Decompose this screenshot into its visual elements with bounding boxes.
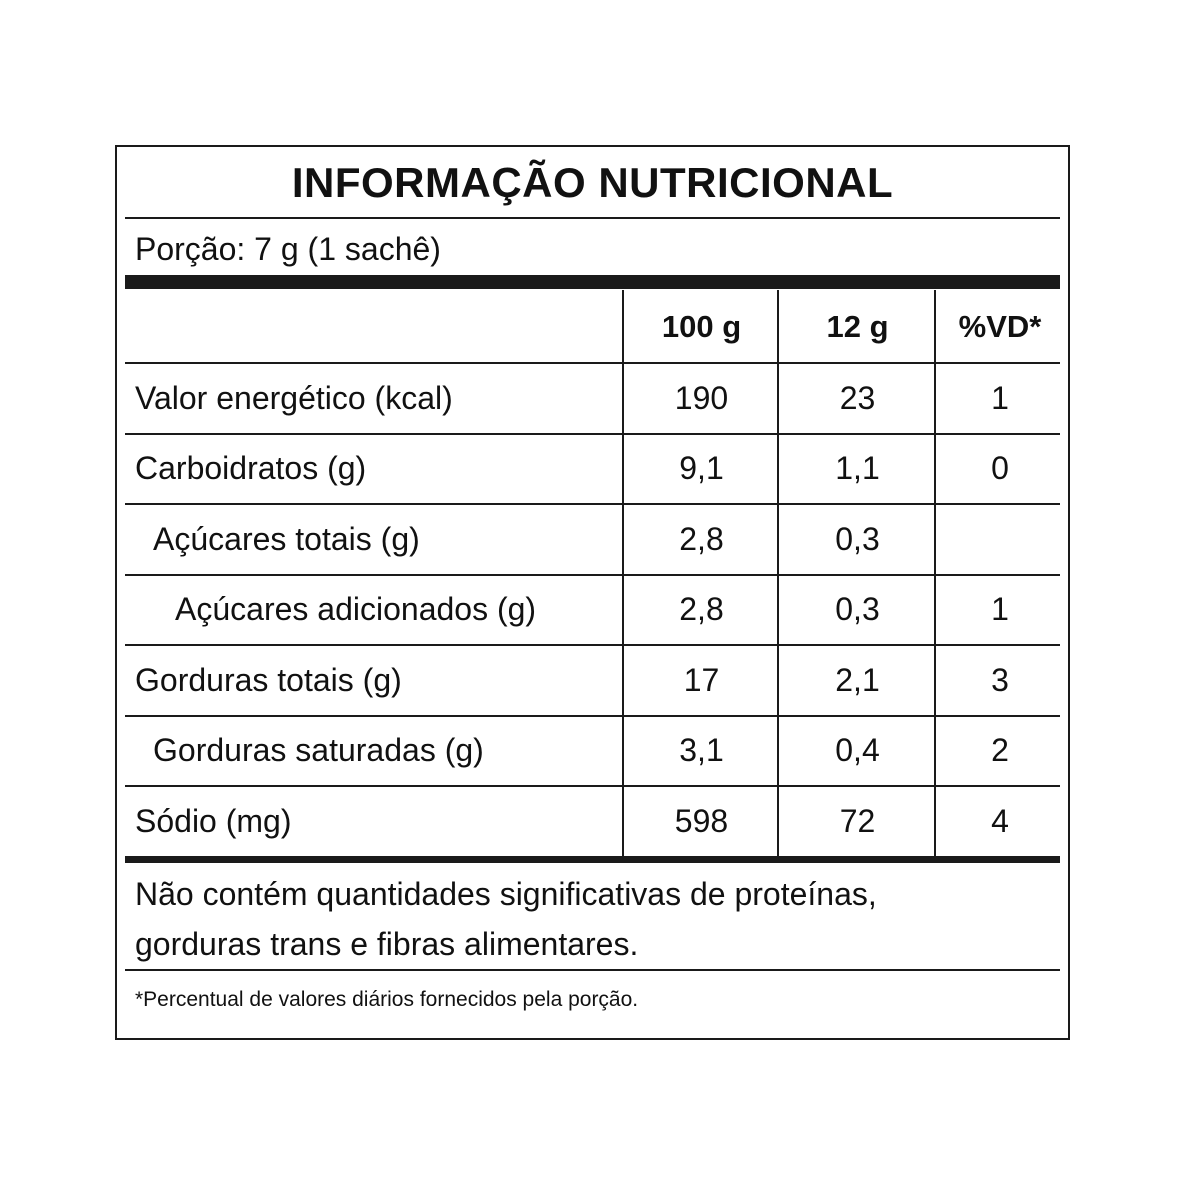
- value-per-portion: 0,3: [835, 521, 880, 557]
- value-per-100g: 2,8: [679, 591, 724, 627]
- value-per-100g: 2,8: [679, 521, 724, 557]
- divider-footnote: [125, 969, 1060, 971]
- nutrient-name: Valor energético (kcal): [135, 380, 453, 416]
- value-per-portion: 0,3: [835, 591, 880, 627]
- column-header-vd: %VD*: [958, 309, 1042, 344]
- column-header-portion: 12 g: [826, 309, 889, 344]
- table-row: [125, 504, 1060, 574]
- value-per-portion: 0,4: [835, 732, 880, 768]
- value-vd: 2: [991, 732, 1009, 768]
- nutrient-name: Gorduras saturadas (g): [153, 732, 484, 768]
- table-row: [125, 433, 1060, 503]
- note-line: Não contém quantidades significativas de proteínas,: [135, 876, 877, 912]
- table-row: [125, 645, 1060, 715]
- note-line: gorduras trans e fibras alimentares.: [135, 926, 639, 962]
- table-row: [125, 574, 1060, 644]
- label-title: INFORMAÇÃO NUTRICIONAL: [291, 159, 894, 206]
- note-text: [135, 869, 1055, 969]
- value-vd: 4: [991, 803, 1009, 839]
- value-per-100g: 3,1: [679, 732, 724, 768]
- value-per-portion: 1,1: [835, 450, 880, 486]
- column-header-100g: 100 g: [661, 309, 742, 344]
- value-per-100g: 190: [674, 380, 729, 416]
- value-per-100g: 17: [683, 662, 720, 698]
- value-per-portion: 2,1: [835, 662, 880, 698]
- nutrient-name: Gorduras totais (g): [135, 662, 402, 698]
- divider-thick-bottom: [125, 856, 1060, 863]
- nutrient-name: Açúcares adicionados (g): [175, 591, 537, 627]
- table-header-row: [125, 292, 1060, 362]
- portion-size: Porção: 7 g (1 sachê): [135, 231, 441, 267]
- nutrient-name: Açúcares totais (g): [153, 521, 420, 557]
- divider-title: [125, 217, 1060, 219]
- table-row: [125, 363, 1060, 433]
- table-row: [125, 715, 1060, 785]
- value-per-100g: 598: [674, 803, 729, 839]
- value-vd: 3: [991, 662, 1009, 698]
- table-row: [125, 786, 1060, 856]
- value-per-portion: 23: [839, 380, 876, 416]
- value-per-portion: 72: [839, 803, 876, 839]
- footnote: *Percentual de valores diários fornecidos pela porção.: [135, 988, 639, 1011]
- value-vd: 0: [991, 450, 1009, 486]
- nutrition-facts-label: [115, 145, 1070, 1040]
- value-vd: 1: [991, 380, 1009, 416]
- value-per-100g: 9,1: [679, 450, 724, 486]
- value-vd: [936, 504, 1064, 574]
- divider-thick-top: [125, 275, 1060, 289]
- nutrient-name: Carboidratos (g): [135, 450, 367, 486]
- nutrient-name: Sódio (mg): [135, 803, 292, 839]
- value-vd: 1: [991, 591, 1009, 627]
